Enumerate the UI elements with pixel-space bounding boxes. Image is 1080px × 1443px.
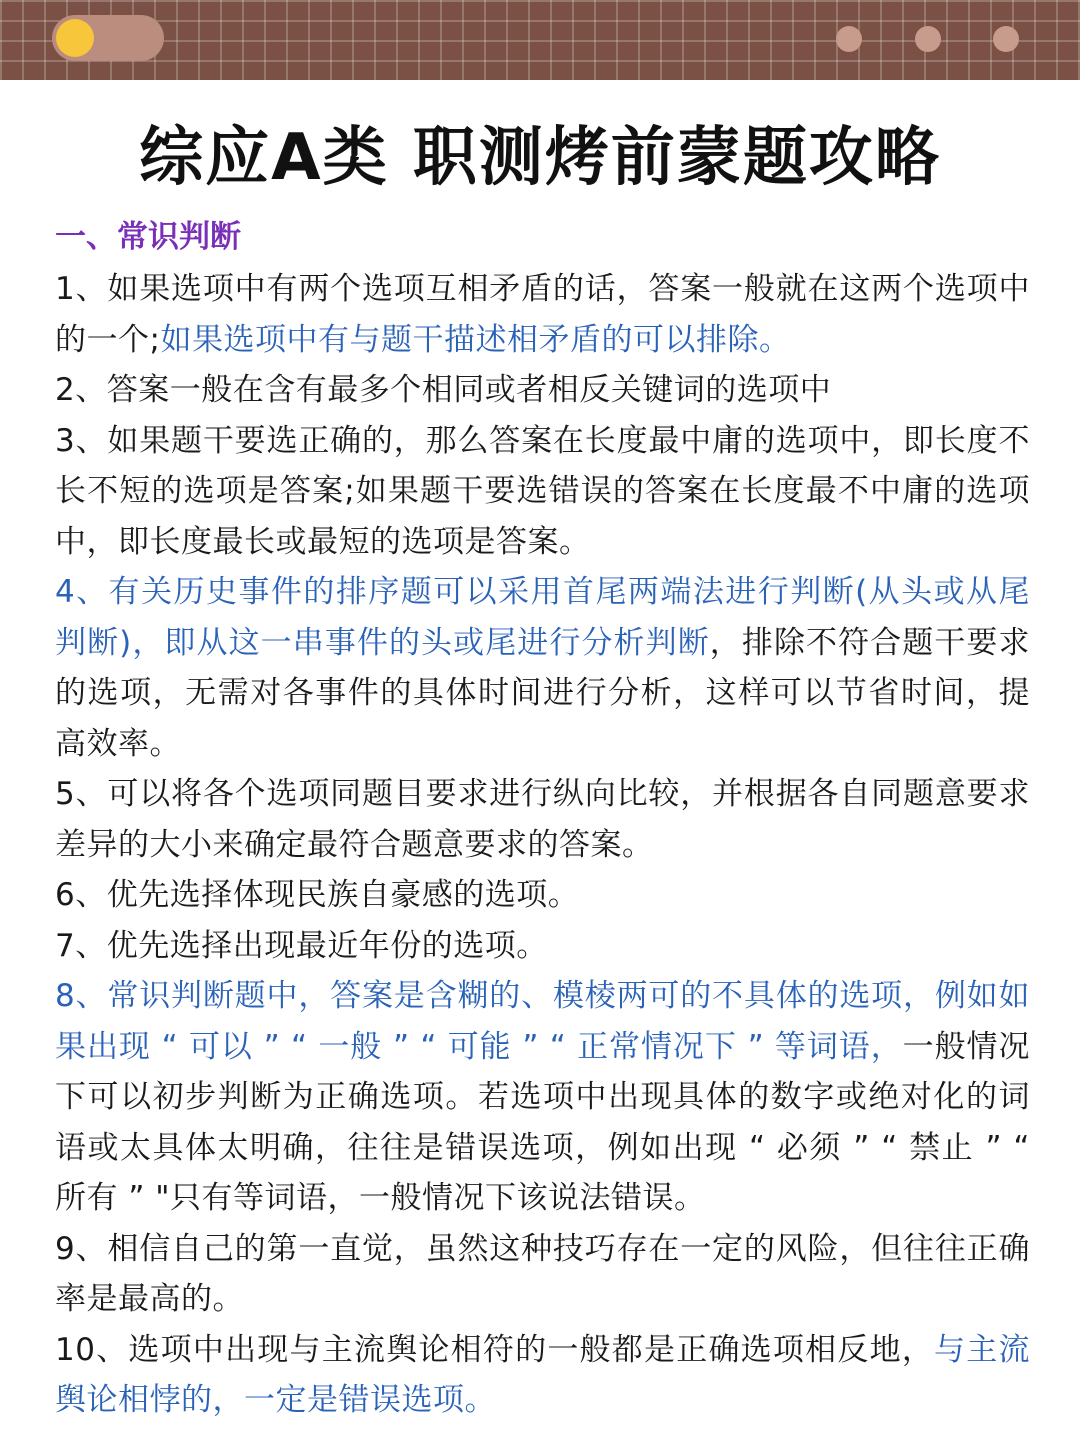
tip-text: 3、如果题干要选正确的，那么答案在长度最中庸的选项中，即长度不长不短的选项是答案;如果题干要选错误的答案在长度最不中庸的选项中，即长度最长或最短的选项是答案。 [55,422,1030,560]
tip-item-6 [55,870,1030,921]
tip-highlight: 如果选项中有与题干描述相矛盾的可以排除。 [160,321,791,358]
tip-text: 5、可以将各个选项同题目要求进行纵向比较，并根据各自同题意要求差异的大小来确定最符合题意要求的答案。 [55,776,1030,863]
tip-text: 9、相信自己的第一直觉，虽然这种技巧存在一定的风险，但往往正确率是最高的。 [55,1230,1030,1317]
article-body [55,212,1030,1426]
tip-text: 1、如果选项中有两个选项互相矛盾的话，答案一般就在这两个选项中的一个; [55,271,1030,358]
page-title: 综应A类 职测烤前蒙题攻略 [139,121,941,195]
decorative-dot [836,26,862,52]
tip-item-1 [55,264,1030,365]
tip-text: 2、答案一般在含有最多个相同或者相反关键词的选项中 [55,372,832,408]
decorative-dot [915,26,941,52]
toggle-switch [52,15,164,61]
decorative-dot [993,26,1019,52]
tip-item-9 [55,1224,1030,1325]
tip-item-2 [55,365,1030,416]
tip-item-3 [55,416,1030,568]
toggle-knob [56,19,94,57]
section-heading: 一、常识判断 [55,219,241,255]
tip-highlight: 与主流舆论相悖的，一定是错误选项。 [55,1331,1030,1418]
tip-text: 一般情况下可以初步判断为正确选项。若选项中出现具体的数字或绝对化的词语或太具体太明确，往往是错误选项，例如出现 “ 必须 ” “ 禁止 ” “ 所有 ” "只有等词语，一般情况下该说法错误。 [55,1028,1030,1216]
tip-text: 10、选项中出现与主流舆论相符的一般都是正确选项相反地， [55,1331,935,1368]
tip-item-10 [55,1325,1030,1426]
tip-text: 7、优先选择出现最近年份的选项。 [55,927,548,964]
tip-item-7 [55,921,1030,972]
tip-highlight: 4、有关历史事件的排序题可以采用首尾两端法进行判断(从头或从尾判断)，即从这一串事件的头或尾进行分析判断 [55,574,1030,661]
tip-item-4 [55,567,1030,769]
tip-item-5 [55,769,1030,870]
tip-text: 6、优先选择体现民族自豪感的选项。 [55,877,580,913]
tip-text: ，排除不符合题干要求的选项，无需对各事件的具体时间进行分析，这样可以节省时间，提高效率。 [55,624,1031,762]
decorative-header-bar [0,0,1080,80]
tip-item-8 [55,971,1030,1224]
tip-highlight: 8、常识判断题中，答案是含糊的、模棱两可的不具体的选项，例如如果出现 “ 可以 ” “ 一般 ” “ 可能 ” “ 正常情况下 ” 等词语， [55,978,1030,1065]
